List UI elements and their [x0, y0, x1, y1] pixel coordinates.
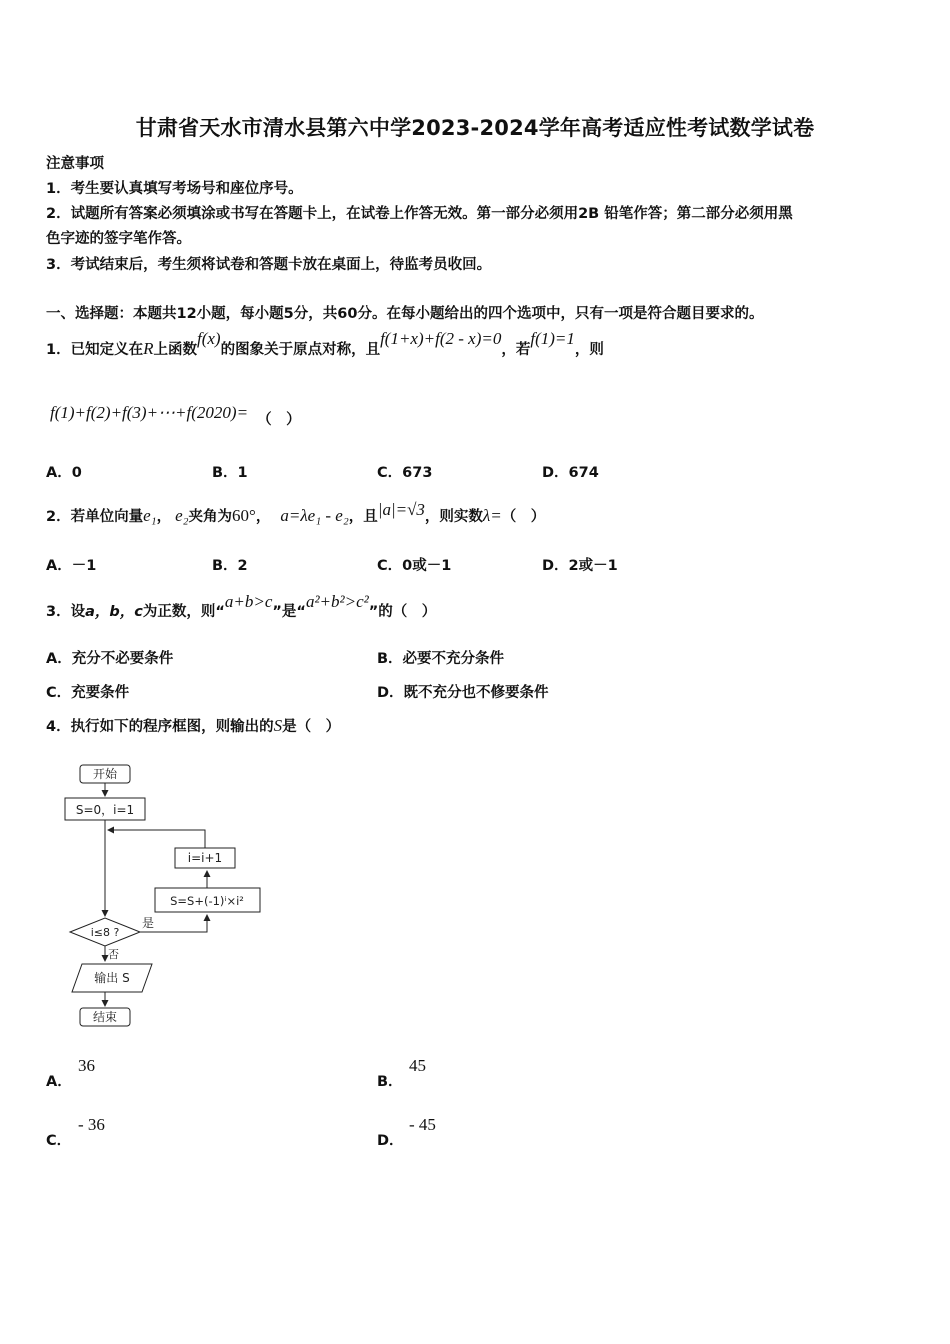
q2-text: ，且: [348, 509, 378, 525]
q3-quote: “: [215, 604, 225, 620]
q2-text: ，: [156, 509, 172, 525]
q1-paren: （ ）: [257, 412, 301, 428]
section-heading: 一、选择题：本题共12小题，每小题5分，共60分。在每小题给出的四个选项中，只有一项是符合题目要求的。: [46, 306, 764, 322]
q3-condition-1: a+b>c: [224, 592, 273, 611]
q4-option-d-value: - 45: [409, 1115, 436, 1134]
q2-text: 夹角为: [188, 509, 233, 525]
q3-condition-2: a²+b²>c²: [305, 592, 369, 611]
flowchart-no-label: 否: [108, 948, 119, 961]
q3-option-c: C．充要条件: [46, 685, 130, 701]
q4-option-b-value: 45: [409, 1056, 426, 1075]
q3-text: 3．设: [46, 604, 86, 620]
q1-option-a: A．0: [46, 465, 82, 481]
notice-heading: 注意事项: [46, 156, 104, 172]
q2-e1: e₁: [143, 506, 157, 525]
flowchart-yes-label: 是: [142, 916, 155, 930]
q2-option-d: D．2或－1: [542, 558, 618, 574]
q1-f1: f(1)=1: [530, 329, 575, 348]
q2-e2: e₂: [175, 506, 189, 525]
q4-text: 是（ ）: [282, 719, 341, 735]
q2-text: ，: [255, 509, 271, 525]
q1-text: ，则: [574, 342, 604, 358]
notice-item: 1．考生要认真填写考场号和座位序号。: [46, 181, 303, 197]
q1-text: 1．已知定义在: [46, 342, 144, 358]
q3-text: 是: [281, 604, 297, 620]
q1-sum-line: [50, 402, 301, 428]
q3-option-d: D．既不充分也不修要条件: [377, 685, 549, 701]
q1-option-d: D．674: [542, 465, 599, 481]
q1-fx: f(x): [196, 329, 221, 348]
q3-text: 为正数，则: [142, 604, 216, 620]
q2-text: ，则实数: [424, 509, 483, 525]
q4-line: [46, 715, 340, 736]
q1-line: [46, 329, 604, 359]
flowchart-update-label: S=S+(-1)ⁱ×i²: [170, 894, 244, 908]
flowchart-inc-label: i=i+1: [187, 851, 223, 865]
q4-option-a-value: 36: [78, 1056, 95, 1075]
q3-line: [46, 592, 437, 621]
q4-option-a-label: A．: [46, 1074, 72, 1090]
q1-text: 的图象关于原点对称，且: [220, 342, 381, 358]
flowchart-start-label: 开始: [92, 767, 118, 781]
q3-option-a: A．充分不必要条件: [46, 651, 174, 667]
q3-vars: a，b，c: [85, 604, 143, 620]
q4-text: 4．执行如下的程序框图，则输出的: [46, 719, 274, 735]
q4-option-c-label: C．: [46, 1133, 72, 1149]
q1-text: 上函数: [153, 342, 197, 358]
q2-angle: 60°: [232, 506, 256, 525]
q1-condition: f(1+x)+f(2 - x)=0: [380, 329, 502, 348]
q2-norm: |a|=√3: [377, 500, 425, 519]
q1-text: ，若: [501, 342, 531, 358]
q1-option-b: B．1: [212, 465, 248, 481]
q3-text: 的（ ）: [378, 604, 437, 620]
page-title: 甘肃省天水市清水县第六中学2023-2024学年高考适应性考试数学试卷: [135, 116, 815, 140]
flowchart-init-label: S=0，i=1: [75, 803, 135, 817]
q4-option-d-label: D．: [377, 1133, 404, 1149]
q2-option-c: C．0或－1: [377, 558, 452, 574]
q2-option-a: A．－1: [46, 558, 97, 574]
q3-quote: ”: [272, 604, 282, 620]
q2-expression: a=λe₁ - e₂: [280, 506, 349, 525]
notice-item: 色字迹的签字笔作答。: [46, 231, 191, 247]
q2-option-b: B．2: [212, 558, 248, 574]
q3-quote: “: [296, 604, 306, 620]
q2-line: [46, 500, 546, 526]
q1-domain-r: R: [143, 339, 154, 358]
flowchart: [60, 758, 270, 1033]
q2-text: 2．若单位向量: [46, 509, 144, 525]
flowchart-output-label: 输出 S: [94, 971, 130, 985]
flowchart-end-label: 结束: [92, 1010, 118, 1024]
q3-quote: ”: [368, 604, 379, 620]
q4-option-c-value: - 36: [78, 1115, 105, 1134]
q4-s: S: [273, 716, 283, 735]
q1-sum: f(1)+f(2)+f(3)+⋯+f(2020)=: [50, 403, 249, 422]
flowchart-condition-label: i≤8 ?: [90, 926, 120, 939]
q4-option-b-label: B．: [377, 1074, 403, 1090]
q1-option-c: C．673: [377, 465, 433, 481]
q2-lambda: λ=: [482, 506, 502, 525]
notice-item: 2．试题所有答案必须填涂或书写在答题卡上，在试卷上作答无效。第一部分必须用2B 铅笔作答；第二部分必须用黑: [46, 206, 793, 222]
q3-option-b: B．必要不充分条件: [377, 651, 505, 667]
notice-item: 3．考试结束后，考生须将试卷和答题卡放在桌面上，待监考员收回。: [46, 257, 492, 273]
q2-paren: （ ）: [501, 509, 546, 525]
